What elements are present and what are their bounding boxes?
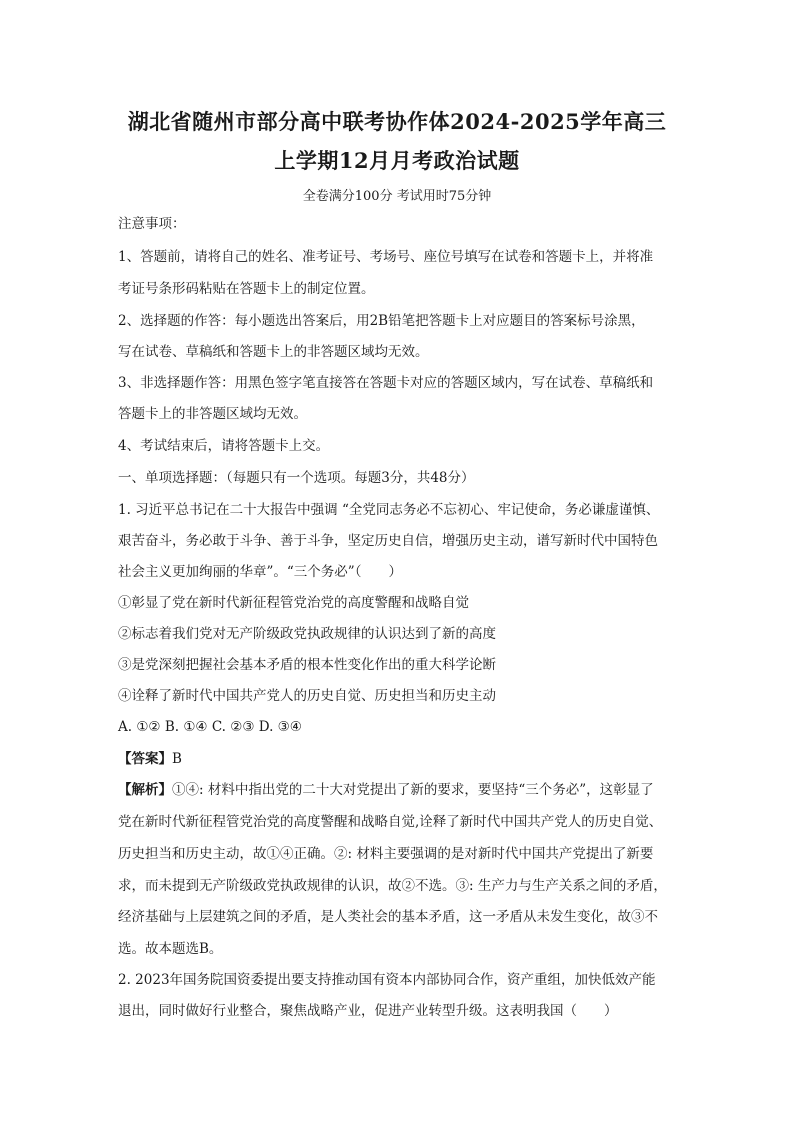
analysis-text-1: ①④: 材料中指出党的二十大对党提出了新的要求，要坚持“三个务必”，这彰显了: [172, 782, 654, 798]
notice-4: 4、考试结束后，请将答题卡上交。: [118, 438, 330, 454]
analysis-line-5: 经济基础与上层建筑之间的矛盾，是人类社会的基本矛盾，这一矛盾从未发生变化，故③不: [118, 909, 658, 925]
analysis-label: 【解析】: [118, 782, 172, 798]
analysis-line-4: 求，而未提到无产阶级政党执政规律的认识，故②不选。③: 生产力与生产关系之间的矛盾，: [118, 878, 667, 894]
question-1-line-3: 社会主义更加绚丽的华章”。“三个务必”（ ）: [118, 564, 402, 580]
analysis-line-3: 历史担当和历史主动，故①④正确。②: 材料主要强调的是对新时代中国共产党提出了新要: [118, 846, 654, 862]
question-1-line-1: 1. 习近平总书记在二十大报告中强调 “全党同志务必不忘初心、牢记使命，务必谦虚谨慎、: [118, 502, 660, 518]
question-1-option-3: ③是党深刻把握社会基本矛盾的根本性变化作出的重大科学论断: [118, 657, 496, 673]
answer-label: 【答案】: [118, 751, 172, 767]
notice-heading: 注意事项：: [118, 216, 186, 232]
question-1-option-2: ②标志着我们党对无产阶级政党执政规律的认识达到了新的高度: [118, 626, 496, 642]
notice-3a: 3、非选择题作答：用黑色签字笔直接答在答题卡对应的答题区域内，写在试卷、草稿纸和: [118, 375, 654, 391]
notice-2a: 2、选择题的作答：每小题选出答案后，用2B铅笔把答题卡上对应题目的答案标号涂黑，: [118, 313, 645, 329]
section-heading: 一、单项选择题：（每题只有一个选项。每题3分，共48分）: [118, 470, 475, 486]
notice-1b: 考证号条形码粘贴在答题卡上的制定位置。: [118, 281, 375, 297]
exam-info: 全卷满分100分 考试用时75分钟: [302, 189, 492, 204]
question-2-line-1: 2. 2023年国务院国资委提出要支持推动国有资本内部协同合作，资产重组，加快低效产能: [118, 972, 656, 988]
question-1-option-4: ④诠释了新时代中国共产党人的历史自觉、历史担当和历史主动: [118, 688, 496, 704]
question-1-choices: A. ①② B. ①④ C. ②③ D. ③④: [118, 719, 302, 735]
notice-1a: 1、答题前，请将自己的姓名、准考证号、考场号、座位号填写在试卷和答题卡上，并将准: [118, 249, 654, 265]
answer-line: [118, 749, 688, 769]
question-1-line-2: 艰苦奋斗，务必敢于斗争、善于斗争，坚定历史自信，增强历史主动，谱写新时代中国特色: [118, 533, 658, 549]
analysis-line-2: 党在新时代新征程管党治党的高度警醒和战略自觉,诠释了新时代中国共产党人的历史自觉、: [118, 814, 663, 830]
title-line-2: 上学期12月月考政治试题: [274, 148, 520, 173]
title-line-1: 湖北省随州市部分高中联考协作体2024-2025学年高三: [127, 109, 667, 134]
question-2-line-2: 退出，同时做好行业整合，聚焦战略产业，促进产业转型升级。这表明我国（ ）: [118, 1003, 618, 1019]
question-1-option-1: ①彰显了党在新时代新征程管党治党的高度警醒和战略自觉: [118, 595, 469, 611]
notice-2b: 写在试卷、草稿纸和答题卡上的非答题区域均无效。: [118, 344, 429, 360]
analysis-line-6: 选。故本题选B。: [118, 941, 223, 957]
answer-value: B: [172, 751, 182, 767]
analysis-line-1: [118, 780, 688, 800]
notice-3b: 答题卡上的非答题区域均无效。: [118, 406, 307, 422]
